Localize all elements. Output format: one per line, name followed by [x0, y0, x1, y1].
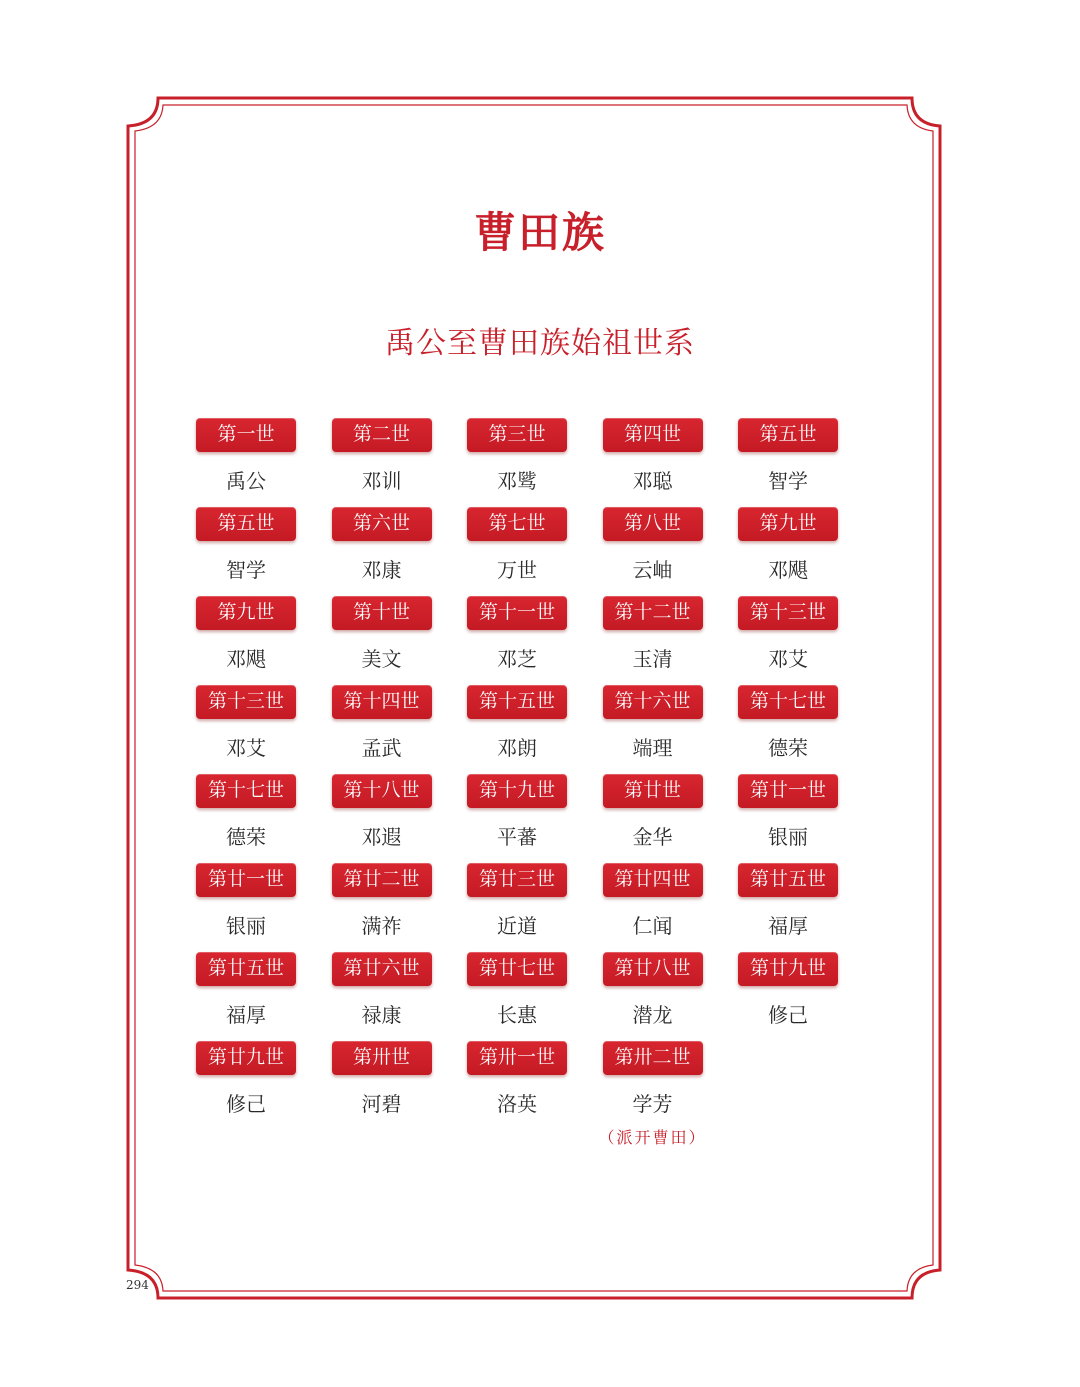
lineage-entry — [467, 952, 567, 1041]
ancestor-name: 邓芝 — [497, 647, 537, 671]
generation-label: 第七世 — [467, 507, 567, 541]
lineage-entry — [603, 507, 703, 596]
ancestor-name: 银丽 — [768, 825, 808, 849]
ancestor-name: 修己 — [226, 1092, 266, 1116]
generation-label: 第卅一世 — [467, 1041, 567, 1075]
lineage-entry — [467, 1041, 567, 1130]
ancestor-name: 邓飓 — [226, 647, 266, 671]
generation-label: 第十一世 — [467, 596, 567, 630]
ancestor-note: （派开曹田） — [598, 1128, 707, 1147]
lineage-entry — [603, 774, 703, 863]
lineage-entry — [196, 418, 296, 507]
generation-label: 第廿五世 — [738, 863, 838, 897]
ancestor-name: 邓艾 — [226, 736, 266, 760]
ancestor-name: 邓训 — [361, 469, 402, 493]
lineage-entry — [196, 1041, 296, 1130]
lineage-entry — [467, 596, 567, 685]
generation-label: 第十三世 — [196, 685, 296, 719]
lineage-entry — [603, 418, 703, 507]
ancestor-name: 万世 — [497, 558, 537, 582]
page-number: 294 — [126, 1278, 149, 1292]
lineage-entry — [196, 596, 296, 685]
ancestor-name: 银丽 — [226, 914, 266, 938]
generation-label: 第六世 — [332, 507, 432, 541]
generation-label: 第廿七世 — [467, 952, 567, 986]
generation-label: 第四世 — [603, 418, 703, 452]
ancestor-name: 平蕃 — [497, 825, 537, 849]
generation-label: 第十五世 — [467, 685, 567, 719]
lineage-entry — [738, 952, 838, 1041]
ancestor-name: 邓艾 — [768, 647, 808, 671]
ancestor-name: 潜龙 — [632, 1003, 673, 1027]
lineage-entry — [332, 774, 432, 863]
generation-label: 第廿四世 — [603, 863, 703, 897]
ancestor-name: 邓聪 — [632, 469, 673, 493]
lineage-entry — [603, 596, 703, 685]
ancestor-name: 邓朗 — [497, 736, 537, 760]
ancestor-name: 福厚 — [226, 1003, 266, 1027]
generation-label: 第卅世 — [332, 1041, 432, 1075]
lineage-entry — [738, 507, 838, 596]
lineage-entry — [467, 507, 567, 596]
ancestor-name: 邓康 — [361, 558, 402, 582]
lineage-entry — [603, 685, 703, 774]
generation-label: 第十三世 — [738, 596, 838, 630]
generation-label: 第十二世 — [603, 596, 703, 630]
lineage-entry — [332, 418, 432, 507]
generation-label: 第廿八世 — [603, 952, 703, 986]
lineage-entry — [196, 685, 296, 774]
ancestor-name: 长惠 — [497, 1003, 537, 1027]
lineage-entry — [738, 685, 838, 774]
ancestor-name: 美文 — [361, 647, 402, 671]
ancestor-name: 满祚 — [361, 914, 402, 938]
lineage-entry — [332, 685, 432, 774]
lineage-entry — [196, 952, 296, 1041]
lineage-entry — [467, 418, 567, 507]
ancestor-name: 德荣 — [768, 736, 808, 760]
generation-label: 第廿九世 — [738, 952, 838, 986]
generation-label: 第廿二世 — [332, 863, 432, 897]
generation-label: 第廿六世 — [332, 952, 432, 986]
generation-label: 第廿一世 — [738, 774, 838, 808]
lineage-entry — [738, 596, 838, 685]
lineage-entry — [603, 952, 703, 1041]
generation-label: 第三世 — [467, 418, 567, 452]
lineage-entry — [332, 596, 432, 685]
lineage-entry — [467, 863, 567, 952]
lineage-entry — [196, 863, 296, 952]
lineage-entry — [467, 685, 567, 774]
ancestor-name: 智学 — [768, 469, 808, 493]
lineage-entry — [332, 863, 432, 952]
ancestor-name: 禄康 — [361, 1003, 402, 1027]
page-title: 曹田族 — [473, 208, 606, 257]
lineage-entry — [738, 863, 838, 952]
ancestor-name: 邓遐 — [361, 825, 402, 849]
generation-label: 第九世 — [196, 596, 296, 630]
generation-label: 第一世 — [196, 418, 296, 452]
ancestor-name: 孟武 — [361, 736, 402, 760]
ancestor-name: 邓飓 — [768, 558, 808, 582]
generation-label: 第十七世 — [196, 774, 296, 808]
generation-label: 第二世 — [332, 418, 432, 452]
generation-label: 第廿世 — [603, 774, 703, 808]
lineage-entry — [738, 418, 838, 507]
lineage-entry — [603, 863, 703, 952]
lineage-entry — [196, 507, 296, 596]
generation-label: 第十四世 — [332, 685, 432, 719]
page-subtitle: 禹公至曹田族始祖世系 — [385, 326, 695, 361]
generation-label: 第廿一世 — [196, 863, 296, 897]
generation-label: 第五世 — [196, 507, 296, 541]
ancestor-name: 学芳 — [632, 1092, 673, 1116]
ancestor-name: 福厚 — [768, 914, 808, 938]
lineage-entry — [332, 507, 432, 596]
ancestor-name: 近道 — [497, 914, 537, 938]
lineage-grid — [196, 418, 886, 1147]
generation-label: 第卅二世 — [603, 1041, 703, 1075]
ancestor-name: 河碧 — [361, 1092, 402, 1116]
generation-label: 第十八世 — [332, 774, 432, 808]
generation-label: 第十七世 — [738, 685, 838, 719]
generation-label: 第廿三世 — [467, 863, 567, 897]
ancestor-name: 智学 — [226, 558, 266, 582]
ancestor-name: 仁闻 — [632, 914, 673, 938]
lineage-entry — [467, 774, 567, 863]
ancestor-name: 禹公 — [226, 469, 266, 493]
ancestor-name: 金华 — [632, 825, 673, 849]
lineage-entry — [196, 774, 296, 863]
ancestor-name: 修己 — [768, 1003, 808, 1027]
generation-label: 第九世 — [738, 507, 838, 541]
lineage-entry — [332, 1041, 432, 1130]
ancestor-name: 邓骘 — [497, 469, 537, 493]
generation-label: 第廿五世 — [196, 952, 296, 986]
ancestor-name: 洛英 — [497, 1092, 537, 1116]
generation-label: 第廿九世 — [196, 1041, 296, 1075]
ancestor-name: 云岫 — [632, 558, 673, 582]
generation-label: 第八世 — [603, 507, 703, 541]
lineage-entry — [738, 774, 838, 863]
ancestor-name: 端理 — [632, 736, 673, 760]
lineage-entry — [332, 952, 432, 1041]
generation-label: 第十世 — [332, 596, 432, 630]
ancestor-name: 德荣 — [226, 825, 266, 849]
generation-label: 第五世 — [738, 418, 838, 452]
lineage-entry — [598, 1041, 707, 1147]
ancestor-name: 玉清 — [632, 647, 673, 671]
generation-label: 第十九世 — [467, 774, 567, 808]
generation-label: 第十六世 — [603, 685, 703, 719]
